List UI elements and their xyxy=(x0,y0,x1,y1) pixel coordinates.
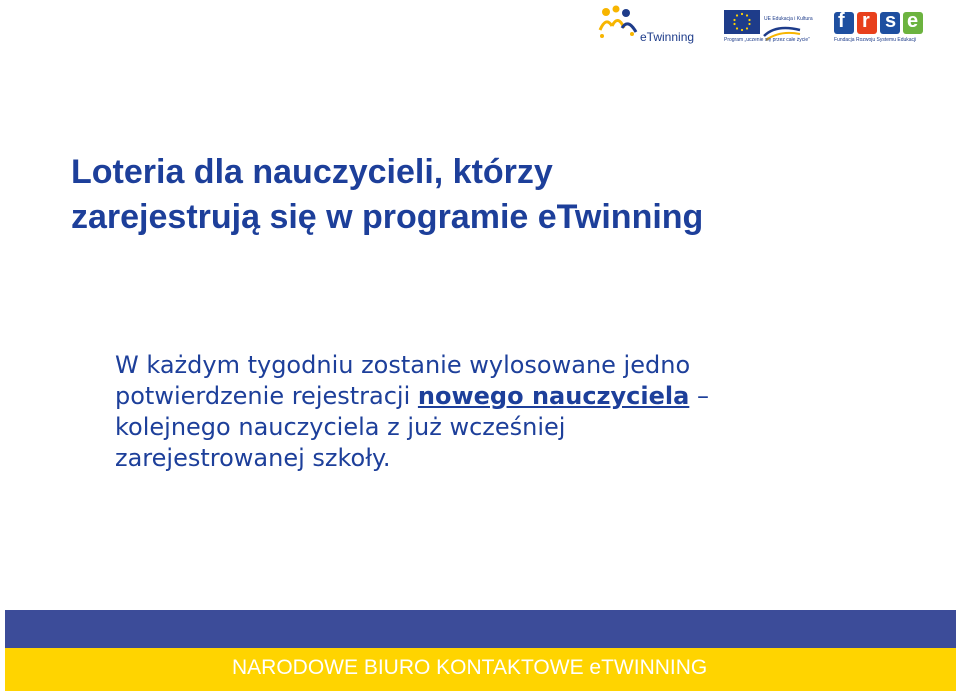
frse-letter-s: s xyxy=(885,10,897,32)
footer-blue-band xyxy=(5,610,956,648)
slide-title-line-2: zarejestrują się w programie eTwinning xyxy=(71,198,704,236)
body-line-1: W każdym tygodniu zostanie wylosowane jedno xyxy=(115,351,691,379)
header-logos xyxy=(590,0,960,48)
highlight-new-teacher: nowego nauczyciela xyxy=(417,382,690,410)
slide-title xyxy=(71,150,931,240)
body-line-3: kolejnego nauczyciela z już wcześniej xyxy=(115,413,566,441)
eu-program-logo xyxy=(724,10,824,46)
slide-body xyxy=(115,350,935,474)
slide-title-line-1: Loteria dla nauczycieli, którzy xyxy=(71,153,553,191)
frse-full-name: Fundacja Rozwoju Systemu Edukacji xyxy=(834,37,917,43)
footer-text: NARODOWE BIURO KONTAKTOWE eTWINNING xyxy=(232,656,708,679)
frse-logo xyxy=(834,12,926,46)
etwinning-logo-text: eTwinning xyxy=(640,30,695,44)
body-line-2-end: – xyxy=(689,382,709,410)
body-line-2 xyxy=(115,381,935,412)
body-line-4: zarejestrowanej szkoły. xyxy=(115,444,391,472)
eu-flag-icon xyxy=(724,10,760,34)
eu-program-title: UE Edukacja i Kultura xyxy=(764,16,813,22)
frse-letter-f: f xyxy=(838,10,845,32)
eu-program-subtitle: Program „uczenie się przez całe życie” xyxy=(724,37,810,43)
frse-letter-e: e xyxy=(907,10,919,32)
frse-letter-r: r xyxy=(862,10,870,32)
etwinning-logo xyxy=(596,4,706,44)
etwinning-figures-icon xyxy=(596,4,640,44)
body-line-2-start: potwierdzenie rejestracji xyxy=(115,382,418,410)
